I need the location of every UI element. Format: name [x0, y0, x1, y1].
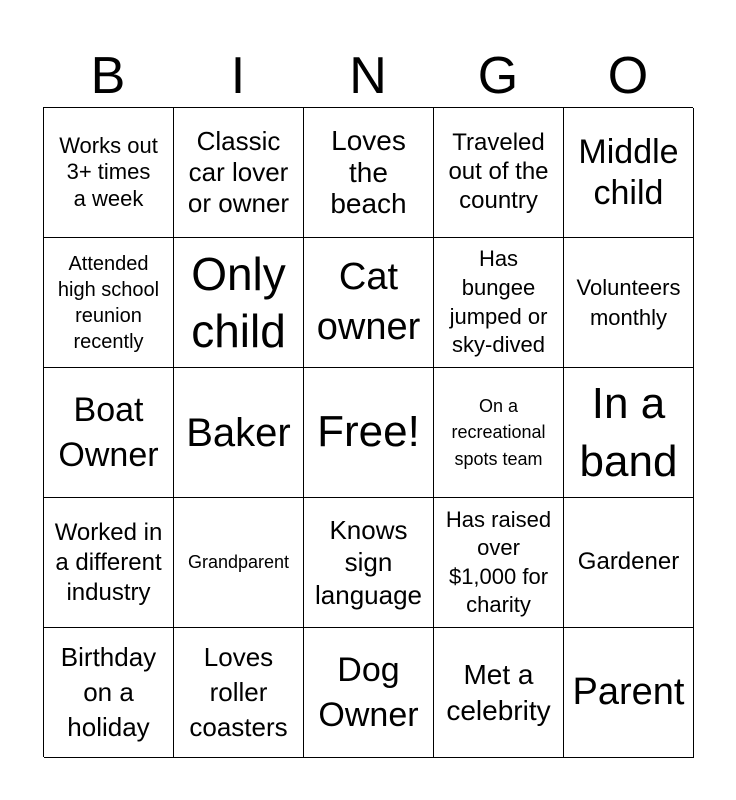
- cell-text: Boat Owner: [58, 390, 159, 474]
- bingo-cell[interactable]: [174, 108, 304, 238]
- cell-text: Met a celebrity: [446, 658, 551, 726]
- bingo-cell[interactable]: [434, 238, 564, 368]
- bingo-cell[interactable]: [564, 238, 694, 368]
- bingo-cell[interactable]: [304, 238, 434, 368]
- cell-text: Loves the beach: [330, 125, 407, 220]
- bingo-cell[interactable]: [44, 368, 174, 498]
- bingo-board: [43, 107, 693, 757]
- bingo-cell[interactable]: [174, 498, 304, 628]
- bingo-cell[interactable]: [44, 498, 174, 628]
- bingo-cell[interactable]: [304, 628, 434, 758]
- cell-text: Cat owner: [316, 256, 421, 348]
- bingo-cell[interactable]: [434, 628, 564, 758]
- cell-text: Knows sign language: [315, 514, 422, 610]
- cell-text: Grandparent: [187, 551, 290, 572]
- cell-text: Volunteers monthly: [576, 275, 681, 330]
- bingo-cell[interactable]: [304, 108, 434, 238]
- cell-text: Loves roller coasters: [189, 641, 288, 743]
- bingo-cell[interactable]: [44, 238, 174, 368]
- bingo-cell[interactable]: [564, 498, 694, 628]
- cell-text: Works out 3+ times a week: [59, 132, 158, 211]
- cell-text: On a recreational spots team: [451, 396, 546, 469]
- cell-text: Has raised over $1,000 for charity: [445, 507, 552, 617]
- bingo-header: [43, 46, 693, 106]
- header-letter-g: G: [477, 47, 519, 105]
- cell-text: Birthday on a holiday: [60, 641, 157, 743]
- cell-text: Middle child: [578, 132, 679, 212]
- cell-text: Traveled out of the country: [448, 129, 549, 214]
- cell-text: Classic car lover or owner: [187, 125, 290, 219]
- cell-text: Attended high school reunion recently: [57, 252, 160, 353]
- bingo-cell[interactable]: [174, 238, 304, 368]
- bingo-cell[interactable]: [44, 628, 174, 758]
- free-space-cell[interactable]: [304, 368, 434, 498]
- cell-text: Baker: [186, 410, 291, 455]
- bingo-cell[interactable]: [434, 108, 564, 238]
- cell-text: Worked in a different industry: [54, 518, 163, 606]
- cell-text: In a band: [579, 379, 678, 486]
- cell-text: Has bungee jumped or sky-dived: [449, 246, 548, 358]
- cell-text: Only child: [191, 248, 286, 357]
- free-space-text: Free!: [317, 407, 420, 457]
- bingo-cell[interactable]: [44, 108, 174, 238]
- bingo-cell[interactable]: [304, 498, 434, 628]
- header-letter-b: B: [90, 47, 126, 105]
- bingo-cell[interactable]: [174, 628, 304, 758]
- bingo-cell[interactable]: [564, 628, 694, 758]
- bingo-cell[interactable]: [564, 108, 694, 238]
- header-letter-i: I: [230, 47, 246, 105]
- cell-text: Gardener: [577, 548, 680, 576]
- bingo-cell[interactable]: [434, 368, 564, 498]
- bingo-cell[interactable]: [434, 498, 564, 628]
- cell-text: Dog Owner: [318, 650, 419, 734]
- header-letter-n: N: [349, 47, 387, 105]
- cell-text: Parent: [572, 670, 685, 713]
- bingo-cell[interactable]: [564, 368, 694, 498]
- header-letter-o: O: [607, 47, 649, 105]
- bingo-cell[interactable]: [174, 368, 304, 498]
